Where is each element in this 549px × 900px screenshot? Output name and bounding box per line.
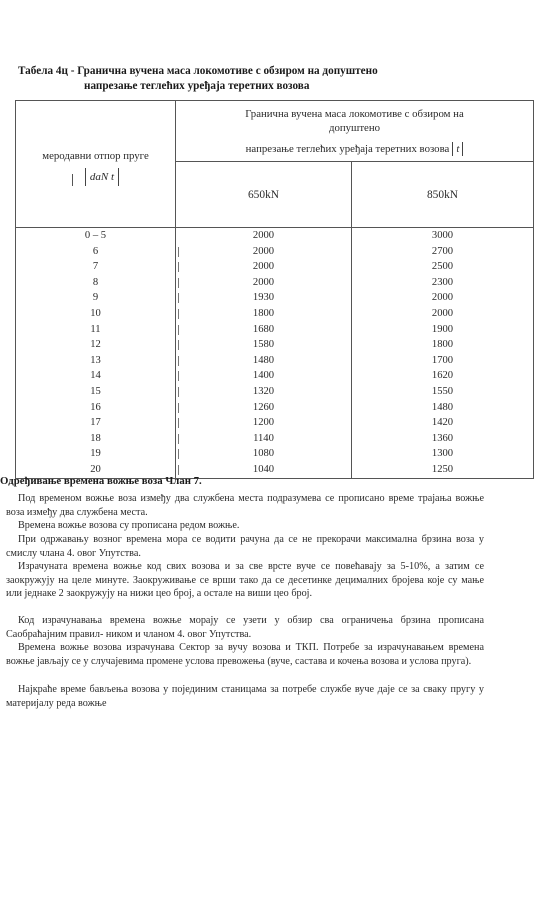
- body-paragraph: Времена вожње возова су прописана редом вожње.: [18, 520, 240, 531]
- mass-650-cell: 1040: [176, 462, 352, 478]
- mass-850-cell: 2500: [352, 259, 534, 275]
- header-mass-line2: допуштено: [328, 121, 381, 134]
- body-paragraph: Најкраће време бављења возова у појединим станицама за потребе службе вуче даје се за сваку пругу у материјалу реда вожње: [6, 684, 484, 709]
- table-caption: [18, 64, 538, 94]
- table-caption-line1: Табела 4ц - Гранична вучена маса локомотиве с обзиром на допуштено: [18, 65, 378, 77]
- cell-divider-mark: [178, 340, 179, 350]
- header-mass: [176, 101, 534, 162]
- cell-divider-mark: [178, 449, 179, 459]
- table-row: [16, 337, 534, 353]
- header-resistance: [16, 101, 176, 228]
- mass-850-cell: 1360: [352, 431, 534, 447]
- cell-divider-mark: [178, 465, 179, 475]
- table-row: [16, 415, 534, 431]
- mass-650-cell: 1080: [176, 446, 352, 462]
- mass-850-cell: 3000: [352, 228, 534, 244]
- mass-650-cell: 1400: [176, 368, 352, 384]
- resistance-cell: 13: [16, 353, 176, 369]
- bracket-mark: [72, 174, 73, 186]
- resistance-cell: 17: [16, 415, 176, 431]
- mass-650-cell: 1140: [176, 431, 352, 447]
- resistance-cell: 14: [16, 368, 176, 384]
- mass-850-cell: 2000: [352, 306, 534, 322]
- header-mass-unit: t: [452, 142, 463, 156]
- mass-850-cell: 1300: [352, 446, 534, 462]
- cell-divider-mark: [178, 278, 179, 288]
- resistance-cell: 11: [16, 322, 176, 338]
- resistance-cell: 18: [16, 431, 176, 447]
- table-row: [16, 244, 534, 260]
- table-row: [16, 306, 534, 322]
- mass-650-cell: 1320: [176, 384, 352, 400]
- cell-divider-mark: [178, 325, 179, 335]
- mass-650-cell: 1200: [176, 415, 352, 431]
- resistance-cell: 10: [16, 306, 176, 322]
- cell-divider-mark: [178, 247, 179, 257]
- table-row: [16, 384, 534, 400]
- resistance-cell: 8: [16, 275, 176, 291]
- table-row: [16, 431, 534, 447]
- mass-650-cell: 1800: [176, 306, 352, 322]
- table-row: [16, 259, 534, 275]
- table-caption-line2: напрезање теглећих уређаја теретних возова: [84, 80, 310, 92]
- header-mass-line3: напрезање теглећих уређаја теретних возова: [245, 142, 450, 155]
- mass-850-cell: 1620: [352, 368, 534, 384]
- mass-650-cell: 1480: [176, 353, 352, 369]
- mass-650-cell: 2000: [176, 228, 352, 244]
- header-resistance-label: меродавни отпор пруге: [42, 150, 149, 162]
- mass-850-cell: 1550: [352, 384, 534, 400]
- cell-divider-mark: [178, 356, 179, 366]
- mass-650-cell: 1260: [176, 400, 352, 416]
- cell-divider-mark: [178, 387, 179, 397]
- mass-650-cell: 1580: [176, 337, 352, 353]
- cell-divider-mark: [178, 371, 179, 381]
- mass-850-cell: 2300: [352, 275, 534, 291]
- header-load-850: 850kN: [352, 162, 534, 228]
- resistance-cell: 0 – 5: [16, 228, 176, 244]
- header-resistance-unit: daN t: [85, 168, 119, 186]
- header-load-650: 650kN: [176, 162, 352, 228]
- cell-divider-mark: [178, 293, 179, 303]
- resistance-cell: 16: [16, 400, 176, 416]
- table-row: [16, 446, 534, 462]
- section-title: Одређивање времена вожње воза Члан 7.: [0, 475, 202, 487]
- cell-divider-mark: [178, 262, 179, 272]
- table-row: [16, 353, 534, 369]
- mass-850-cell: 1900: [352, 322, 534, 338]
- table-row: [16, 368, 534, 384]
- resistance-cell: 20: [16, 462, 176, 478]
- resistance-cell: 15: [16, 384, 176, 400]
- mass-850-cell: 1480: [352, 400, 534, 416]
- table-row: [16, 290, 534, 306]
- table-row: [16, 228, 534, 244]
- mass-650-cell: 2000: [176, 259, 352, 275]
- cell-divider-mark: [178, 403, 179, 413]
- body-paragraph: Код израчунавања времена вожње морају се узети у обзир сва ограничења брзина прописана Саобраћајним правил- ником и чланом 4. овог Упутства.: [6, 615, 484, 640]
- table-row: [16, 322, 534, 338]
- body-paragraph: Израчуната времена вожње код свих возова и за све врсте вуче се повећавају за 5-10%, а затим се заокружују на целе минуте. Заокруживање се врши тако да се десетинке децималних бројева које су мање или једнаке 2 заокружују на нижи цео број, а остале на виши цео број.: [6, 561, 484, 600]
- body-paragraph: Времена вожње возова израчунава Сектор за вучу возова и ТКП. Потребе за израчунавањем времена вожње јављају се у случајевима промене услова превожења (вуче, састава и кочења возова и услова пруга).: [6, 642, 484, 667]
- mass-650-cell: 1680: [176, 322, 352, 338]
- resistance-cell: 6: [16, 244, 176, 260]
- table-row: [16, 275, 534, 291]
- mass-650-cell: 2000: [176, 244, 352, 260]
- mass-650-cell: 2000: [176, 275, 352, 291]
- mass-850-cell: 2700: [352, 244, 534, 260]
- resistance-cell: 9: [16, 290, 176, 306]
- mass-650-cell: 1930: [176, 290, 352, 306]
- load-limit-table: [15, 100, 534, 479]
- mass-850-cell: 1700: [352, 353, 534, 369]
- cell-divider-mark: [178, 309, 179, 319]
- body-paragraph: Под временом вожње воза између два службена места подразумева се прописано време трајања вожње воза између два службена места.: [6, 493, 484, 518]
- header-mass-line1: Гранична вучена маса локомотиве с обзиром на: [245, 107, 464, 120]
- cell-divider-mark: [178, 418, 179, 428]
- mass-850-cell: 2000: [352, 290, 534, 306]
- mass-850-cell: 1250: [352, 462, 534, 478]
- mass-850-cell: 1420: [352, 415, 534, 431]
- table-row: [16, 400, 534, 416]
- resistance-cell: 7: [16, 259, 176, 275]
- body-paragraph: При одржавању возног времена мора се водити рачуна да се не прекорачи максимална брзина воза у смислу члана 4. овог Упутства.: [6, 534, 484, 559]
- cell-divider-mark: [178, 434, 179, 444]
- mass-850-cell: 1800: [352, 337, 534, 353]
- resistance-cell: 12: [16, 337, 176, 353]
- resistance-cell: 19: [16, 446, 176, 462]
